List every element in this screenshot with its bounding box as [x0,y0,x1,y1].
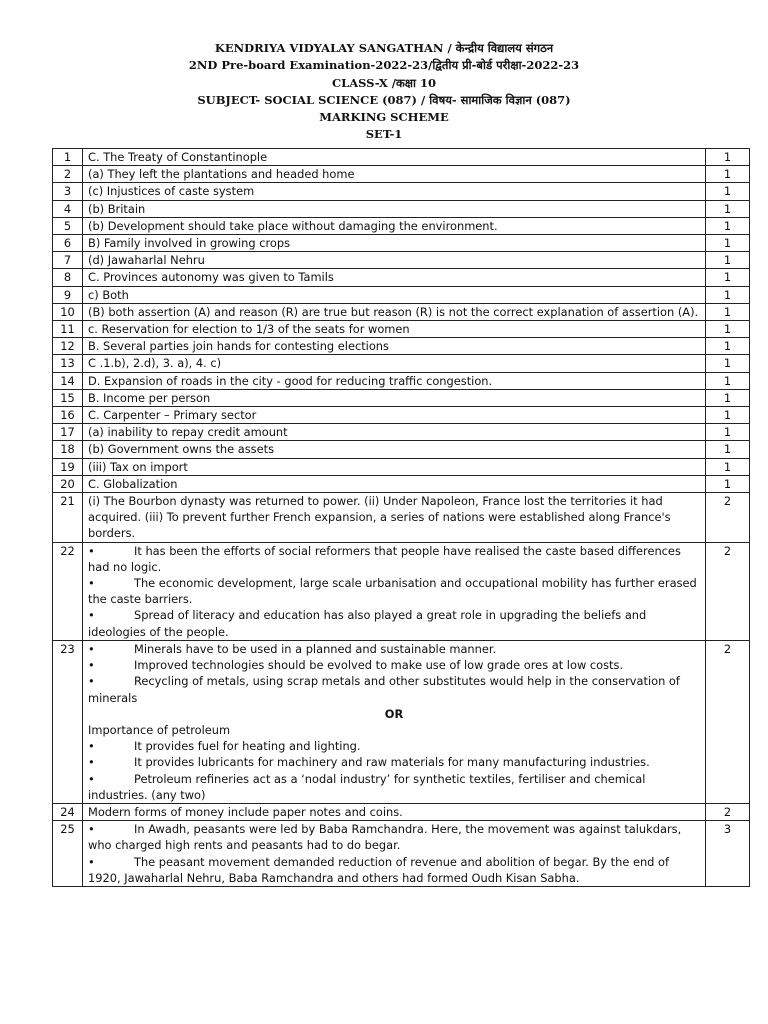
question-number: 25 [53,821,83,887]
question-number: 10 [53,303,83,320]
bullet-text: It provides fuel for heating and lighting. [134,739,361,754]
answer-line: (b) Government owns the assets [88,442,275,457]
table-row [53,149,750,166]
bullet-point [88,754,700,770]
answer-cell [83,441,706,458]
marks-cell: 1 [706,166,750,183]
header-title: MARKING SCHEME [319,110,449,125]
table-row [53,355,750,372]
answer-line: (a) They left the plantations and headed home [88,167,355,182]
answer-line: C .1.b), 2.d), 3. a), 4. c) [88,356,222,371]
bullet-point [88,607,700,639]
table-row [53,389,750,406]
table-row [53,217,750,234]
question-number: 5 [53,217,83,234]
answer-cell [83,217,706,234]
bullet-point [88,771,700,803]
answer-line: B) Family involved in growing crops [88,236,291,251]
table-row [53,269,750,286]
answer-cell [83,321,706,338]
bullet-point [88,657,700,673]
answer-line: (a) inability to repay credit amount [88,425,288,440]
answer-line: (i) The Bourbon dynasty was returned to power. (ii) Under Napoleon, France lost the territories it had [88,494,663,509]
marking-scheme-table [52,148,750,887]
table-row [53,166,750,183]
table-row [53,424,750,441]
marks-cell: 2 [706,542,750,640]
marks-cell: 1 [706,407,750,424]
header-class: CLASS-X /कक्षा 10 [331,75,437,90]
answer-cell [83,372,706,389]
answer-cell [83,803,706,820]
bullet-icon: • [88,822,95,837]
bullet-text: The economic development, large scale urbanisation and occupational mobility has further erased the caste barriers. [88,576,697,607]
answer-line: c) Both [88,287,129,302]
answer-cell [83,542,706,640]
table-row [53,542,750,640]
marks-cell: 1 [706,303,750,320]
marks-cell: 1 [706,475,750,492]
question-number: 21 [53,493,83,543]
marks-cell: 1 [706,321,750,338]
bullet-icon: • [88,641,95,656]
question-number: 12 [53,338,83,355]
answer-cell [83,355,706,372]
marks-cell: 1 [706,372,750,389]
bullet-icon: • [88,771,95,786]
marks-cell: 1 [706,338,750,355]
bullet-point [88,854,700,886]
answer-line: C. Globalization [88,476,178,491]
marks-cell: 1 [706,355,750,372]
answer-cell [83,458,706,475]
table-row [53,338,750,355]
alt-heading: Importance of petroleum [88,722,231,737]
question-number: 9 [53,286,83,303]
answer-cell [83,424,706,441]
answer-line: (B) both assertion (A) and reason (R) are true but reason (R) is not the correct explanation of assertion (A). [88,304,699,319]
table-row [53,183,750,200]
answer-line: D. Expansion of roads in the city - good for reducing traffic congestion. [88,373,493,388]
table-row [53,803,750,820]
bullet-icon: • [88,674,95,689]
bullet-icon: • [88,543,95,558]
answer-line: C. Provinces autonomy was given to Tamils [88,270,334,285]
answer-line: Modern forms of money include paper notes and coins. [88,804,403,819]
marks-cell: 1 [706,252,750,269]
answer-cell [83,166,706,183]
question-number: 17 [53,424,83,441]
marks-cell: 1 [706,235,750,252]
table-row [53,321,750,338]
answer-cell [83,303,706,320]
header-subject: SUBJECT- SOCIAL SCIENCE (087) / विषय- सामाजिक विज्ञान (087) [197,92,571,107]
marks-cell: 1 [706,183,750,200]
marks-cell: 2 [706,493,750,543]
table-row [53,372,750,389]
question-number: 4 [53,200,83,217]
marks-cell: 1 [706,149,750,166]
answer-cell [83,640,706,803]
bullet-icon: • [88,658,95,673]
bullet-point [88,575,700,607]
question-number: 13 [53,355,83,372]
table-row [53,493,750,543]
table-row [53,286,750,303]
answer-cell [83,183,706,200]
bullet-icon: • [88,739,95,754]
header-organization: KENDRIYA VIDYALAY SANGATHAN / केन्द्रीय विद्यालय संगठन [214,41,554,55]
bullet-text: It has been the efforts of social reformers that people have realised the caste based differences had no logic. [88,543,681,574]
marks-cell: 1 [706,200,750,217]
answer-cell [83,821,706,887]
answer-cell [83,389,706,406]
marks-cell: 2 [706,640,750,803]
question-number: 8 [53,269,83,286]
bullet-point [88,641,700,657]
answer-cell [83,493,706,543]
answer-cell [83,200,706,217]
table-row [53,458,750,475]
table-row [53,407,750,424]
bullet-icon: • [88,755,95,770]
question-number: 15 [53,389,83,406]
question-number: 1 [53,149,83,166]
bullet-point [88,821,700,853]
long-answer-rows [53,493,750,887]
answer-line: C. The Treaty of Constantinople [88,150,268,164]
answer-line: (b) Britain [88,201,146,216]
question-number: 6 [53,235,83,252]
table-row [53,235,750,252]
bullet-text: Improved technologies should be evolved to make use of low grade ores at low costs. [134,658,624,673]
marks-cell: 2 [706,803,750,820]
marks-cell: 1 [706,441,750,458]
bullet-point [88,543,700,575]
bullet-point [88,673,700,705]
marks-cell: 1 [706,424,750,441]
or-separator: OR [384,706,404,721]
question-number: 7 [53,252,83,269]
answer-cell [83,235,706,252]
bullet-icon: • [88,576,95,591]
answer-line: B. Several parties join hands for contesting elections [88,339,389,354]
question-number: 22 [53,542,83,640]
marks-cell: 1 [706,217,750,234]
bullet-text: It provides lubricants for machinery and raw materials for many manufacturing industries. [134,755,650,770]
marks-cell: 1 [706,286,750,303]
marks-cell: 1 [706,458,750,475]
answer-line: (d) Jawaharlal Nehru [88,253,205,268]
marks-cell: 3 [706,821,750,887]
bullet-text: In Awadh, peasants were led by Baba Ramchandra. Here, the movement was against talukdars, who charged high rents and peasants had to do begar. [88,822,682,853]
question-number: 14 [53,372,83,389]
question-number: 3 [53,183,83,200]
document-header [0,40,768,144]
question-number: 24 [53,803,83,820]
answer-line: (iii) Tax on import [88,459,188,474]
answer-line: (c) Injustices of caste system [88,184,255,199]
question-number: 16 [53,407,83,424]
question-number: 19 [53,458,83,475]
question-number: 11 [53,321,83,338]
question-number: 23 [53,640,83,803]
table-row [53,821,750,887]
answer-cell [83,269,706,286]
answer-cell [83,252,706,269]
table-row [53,303,750,320]
marks-cell: 1 [706,389,750,406]
marks-cell: 1 [706,269,750,286]
answer-cell [83,338,706,355]
table-row [53,252,750,269]
answer-line: (b) Development should take place without damaging the environment. [88,218,498,233]
bullet-text: The peasant movement demanded reduction of revenue and abolition of begar. By the end of 1920, Jawaharlal Nehru, Baba Ramchandra and others had formed Oudh Kisan Sabha. [88,854,670,885]
bullet-icon: • [88,608,95,623]
answer-line: C. Carpenter – Primary sector [88,408,257,423]
question-number: 18 [53,441,83,458]
answer-line: B. Income per person [88,390,211,405]
question-number: 2 [53,166,83,183]
bullet-icon: • [88,854,95,869]
answer-line: acquired. (iii) To prevent further French expansion, a series of nations were established along France's [88,510,671,525]
bullet-text: Minerals have to be used in a planned and sustainable manner. [134,641,497,656]
bullet-text: Petroleum refineries act as a ‘nodal industry’ for synthetic textiles, fertiliser and chemical industries. (any two) [88,771,646,802]
bullet-point [88,738,700,754]
question-number: 20 [53,475,83,492]
answer-cell [83,286,706,303]
answer-cell [83,407,706,424]
answer-line: borders. [88,526,136,541]
mcq-rows [53,149,750,493]
header-exam: 2ND Pre-board Examination-2022-23/द्वितीय प्री-बोर्ड परीक्षा-2022-23 [188,58,580,73]
answer-cell [83,475,706,492]
table-row [53,640,750,803]
answer-line: c. Reservation for election to 1/3 of the seats for women [88,322,410,337]
bullet-text: Spread of literacy and education has also played a great role in upgrading the beliefs and ideologies of the people. [88,608,647,639]
table-row [53,441,750,458]
table-row [53,200,750,217]
bullet-text: Recycling of metals, using scrap metals and other substitutes would help in the conservation of minerals [88,674,680,705]
header-set: SET-1 [365,127,403,142]
table-row [53,475,750,492]
answer-cell [83,149,706,166]
